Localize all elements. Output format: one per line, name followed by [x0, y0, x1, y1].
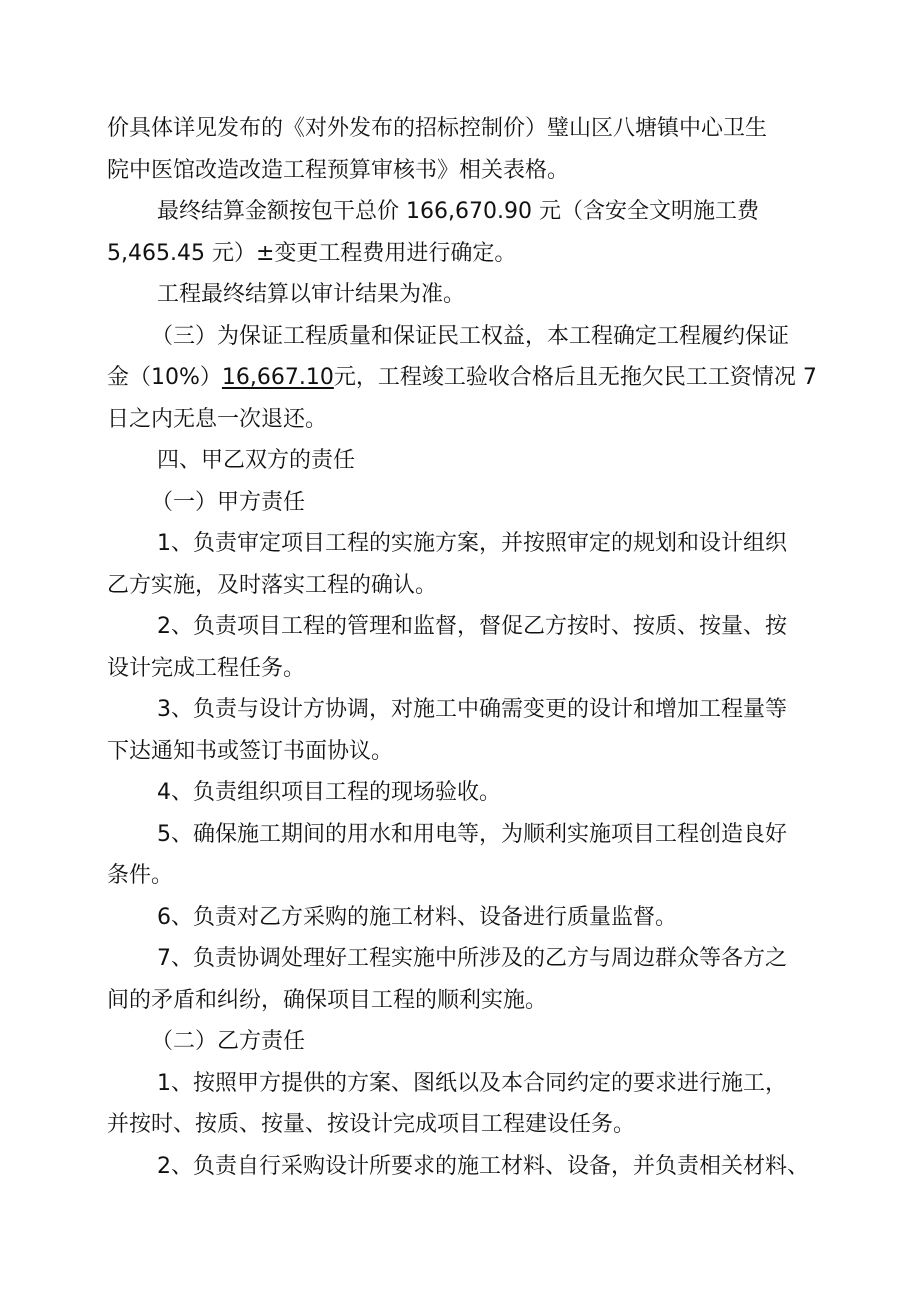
text-line: 1、负责审定项目工程的实施方案，并按照审定的规划和设计组织: [157, 531, 787, 556]
text-line: 4、负责组织项目工程的现场验收。: [157, 780, 501, 805]
party-a-item-3: [107, 689, 823, 772]
text-line: 下达通知书或签订书面协议。: [107, 738, 394, 764]
text-line: 乙方实施，及时落实工程的确认。: [107, 572, 438, 598]
party-b-item-2: [107, 1146, 823, 1188]
subsection-heading-party-b: [107, 1021, 823, 1063]
bond-terms-text: 元，工程竣工验收合格后且无拖欠民工工资情况 7: [333, 365, 817, 390]
text-line: 四、甲乙双方的责任: [157, 448, 356, 473]
bond-rate-text: 金（10%）: [107, 365, 222, 390]
paragraph-final-settlement-amount: [107, 191, 823, 274]
document-body: [107, 108, 823, 1187]
paragraph-performance-bond: [107, 316, 823, 441]
text-line: （一）甲方责任: [151, 489, 306, 515]
section-heading-responsibilities: [107, 440, 823, 482]
paragraph-bid-control-price: [107, 108, 823, 191]
text-line: 5、确保施工期间的用水和用电等，为顺利实施项目工程创造良好: [157, 821, 787, 847]
text-line: 6、负责对乙方采购的施工材料、设备进行质量监督。: [157, 904, 677, 930]
bond-amount: 16,667.10: [221, 365, 334, 390]
party-a-item-6: [107, 897, 823, 939]
party-a-item-4: [107, 772, 823, 814]
text-line: 工程最终结算以审计结果为准。: [157, 282, 466, 307]
text-line: 2、负责项目工程的管理和监督，督促乙方按时、按质、按量、按: [157, 614, 787, 639]
text-line: 1、按照甲方提供的方案、图纸以及本合同约定的要求进行施工，: [157, 1070, 787, 1096]
text-line: 院中医馆改造改造工程预算审核书》相关表格。: [107, 157, 570, 183]
text-line: 2、负责自行采购设计所要求的施工材料、设备，并负责相关材料、: [157, 1153, 809, 1179]
text-line: 3、负责与设计方协调，对施工中确需变更的设计和增加工程量等: [157, 697, 787, 722]
party-a-item-1: [107, 523, 823, 606]
text-line: 日之内无息一次退还。: [107, 406, 328, 432]
subsection-heading-party-a: [107, 482, 823, 524]
text-line: 设计完成工程任务。: [107, 655, 306, 681]
text-line: 并按时、按质、按量、按设计完成项目工程建设任务。: [107, 1112, 636, 1137]
party-a-item-7: [107, 938, 823, 1021]
text-line: 7、负责协调处理好工程实施中所涉及的乙方与周边群众等各方之: [157, 946, 787, 971]
text-line: （二）乙方责任: [151, 1029, 306, 1054]
paragraph-audit-result: [107, 274, 823, 316]
party-a-item-5: [107, 814, 823, 897]
text-line: 5,465.45 元）±变更工程费用进行确定。: [107, 240, 517, 266]
text-line: 条件。: [107, 863, 174, 888]
text-line: （三）为保证工程质量和保证民工权益，本工程确定工程履约保证: [151, 323, 790, 349]
party-b-item-1: [107, 1063, 823, 1146]
text-line: 价具体详见发布的《对外发布的招标控制价）璧山区八塘镇中心卫生: [107, 116, 768, 141]
text-line: 最终结算金额按包干总价 166,670.90 元（含安全文明施工费: [157, 199, 759, 224]
party-a-item-2: [107, 606, 823, 689]
text-line: 间的矛盾和纠纷，确保项目工程的顺利实施。: [107, 987, 548, 1013]
text-line: [107, 357, 823, 399]
